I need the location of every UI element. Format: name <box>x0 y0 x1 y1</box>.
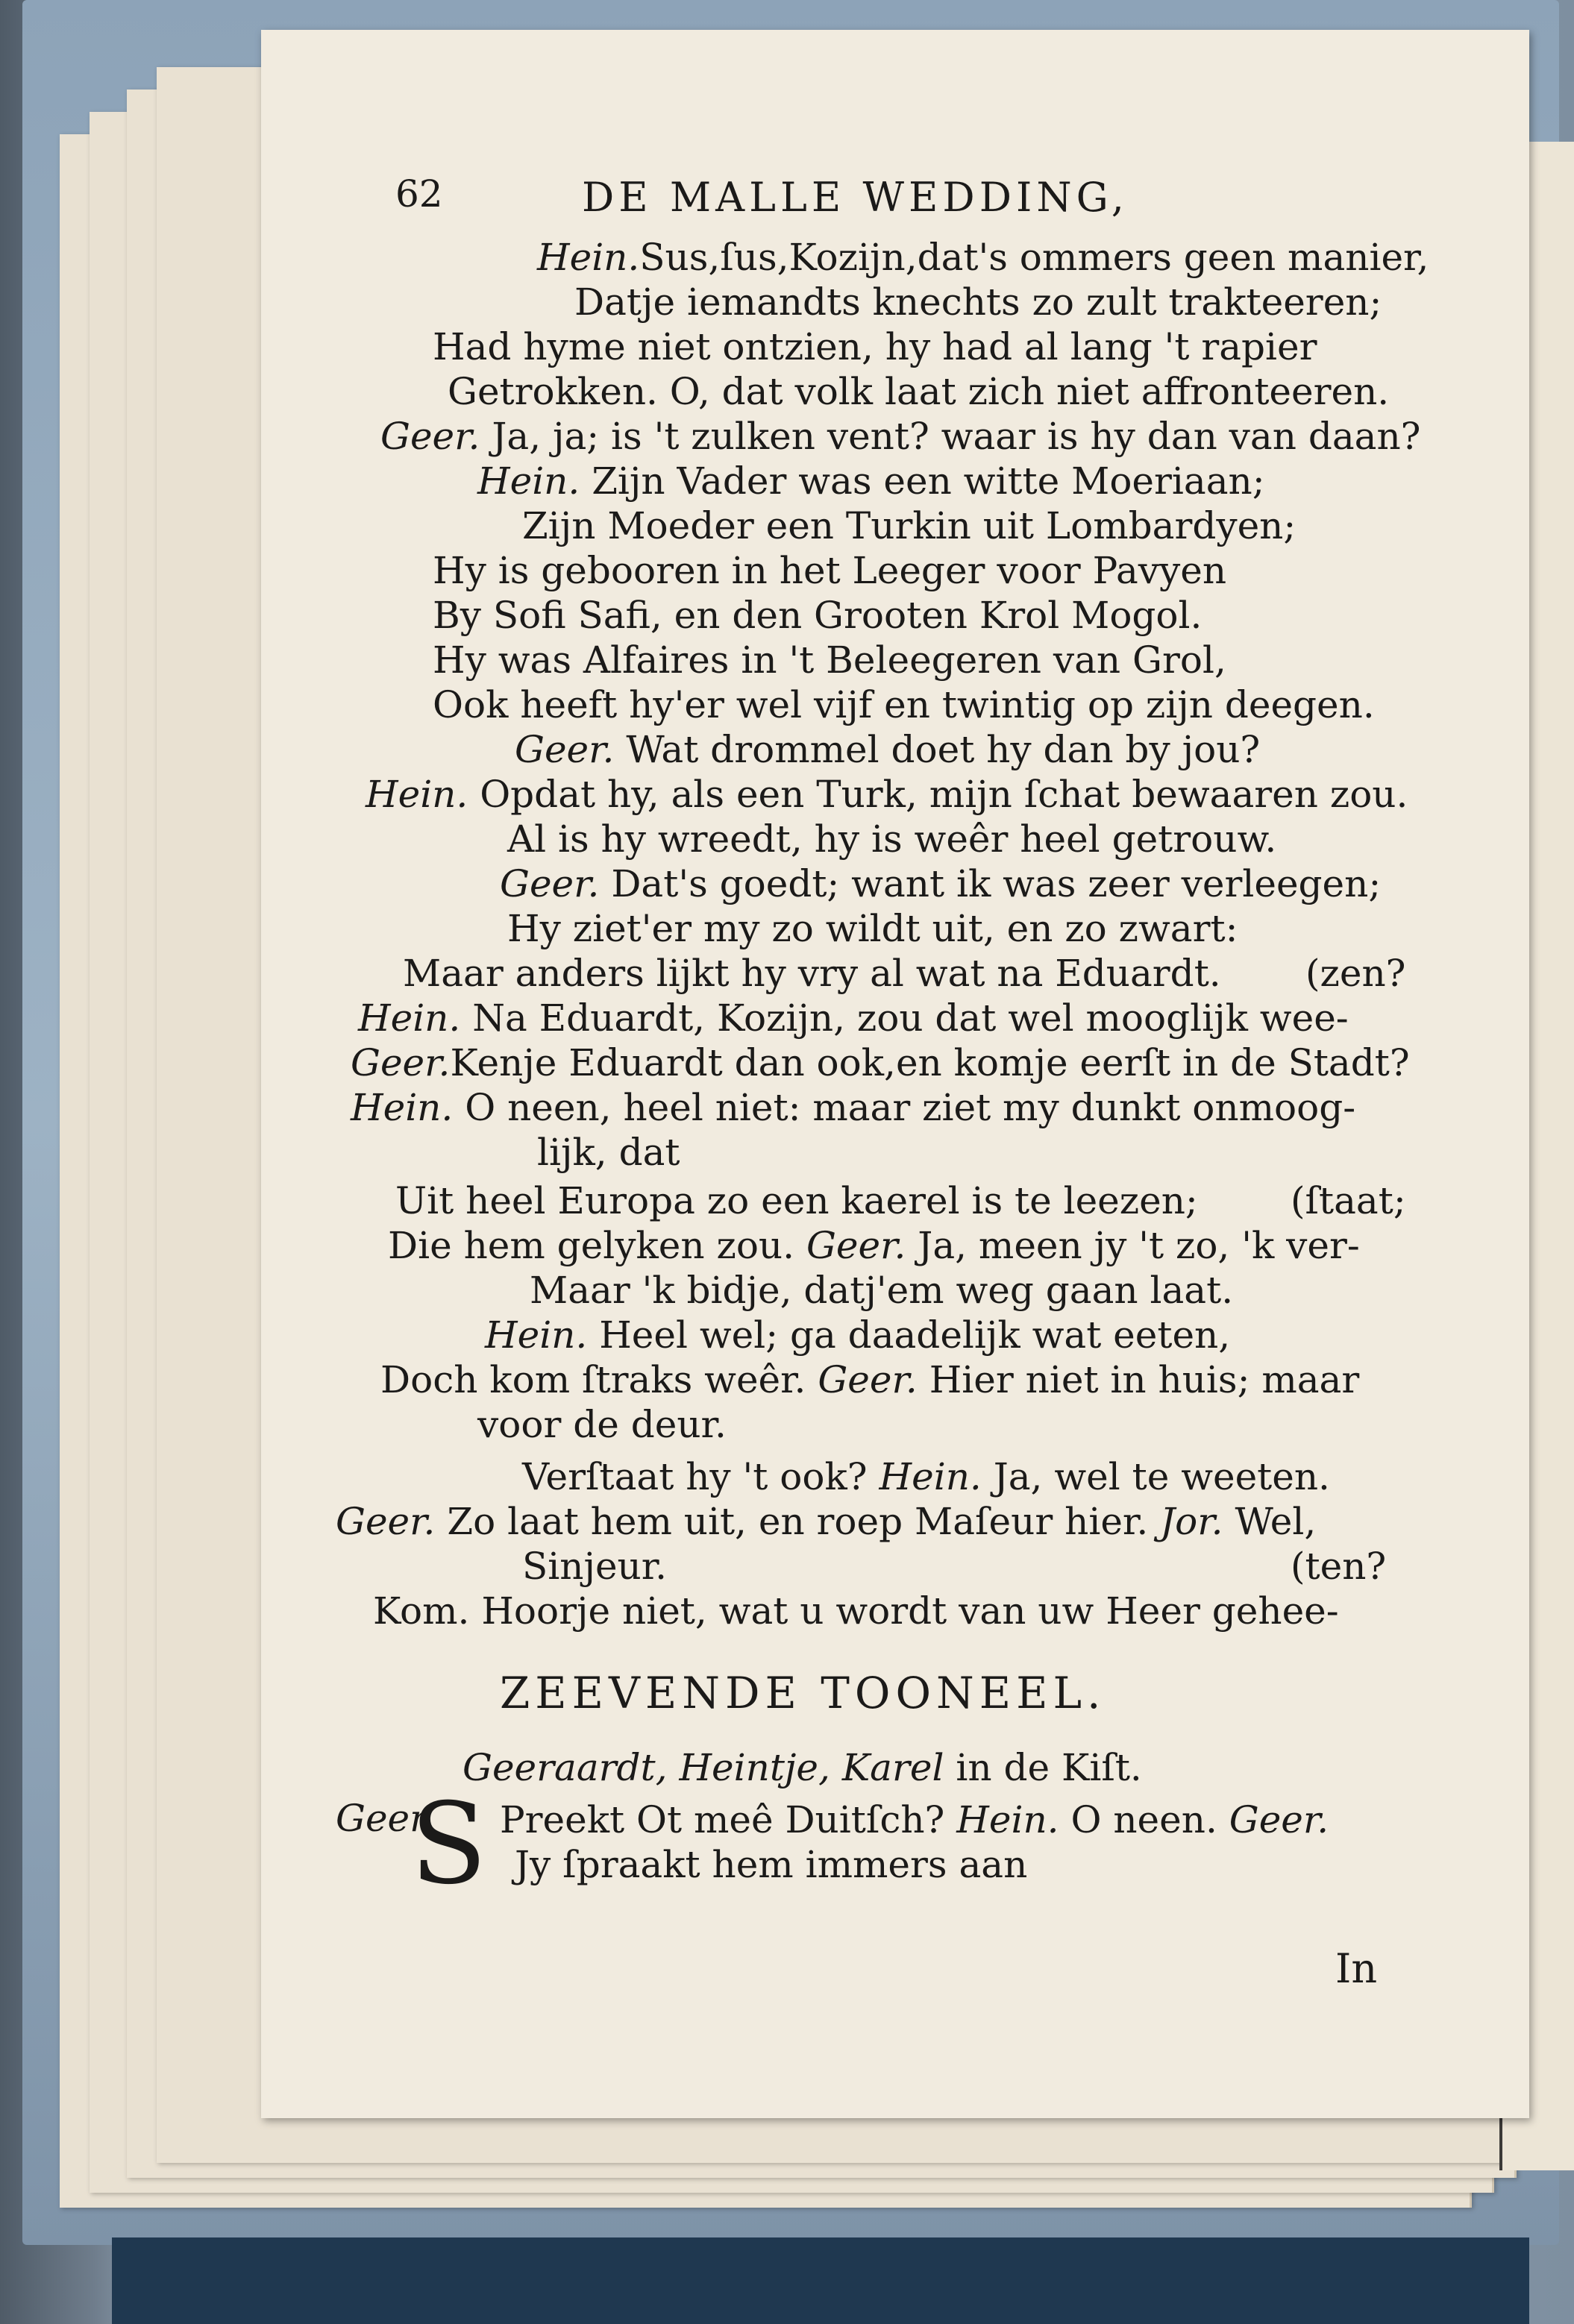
verse-line <box>380 414 1420 459</box>
line-text: Wat drommel doet hy dan by jou? <box>626 728 1261 771</box>
running-head: DE MALLE WEDDING, <box>582 174 1129 221</box>
dramatis-personae <box>463 1745 1142 1790</box>
speaker-label: Geer. <box>515 728 615 771</box>
verse-line: Had hyme niet ontzien, hy had al lang 't rapier <box>433 325 1317 368</box>
verse-line <box>477 459 1265 503</box>
turnover: (zen? <box>1305 952 1406 995</box>
line-text: Die hem gelyken zou. <box>388 1224 795 1267</box>
speaker-label: Geer. <box>380 415 480 458</box>
verse-line <box>380 1357 1359 1402</box>
verse-line: Ook heeft hy'er wel vijf en twintig op zijn deegen. <box>433 683 1375 726</box>
character-name: Heintje, <box>679 1746 830 1789</box>
verse-line: Maar 'k bidje, datj'em weg gaan laat. <box>530 1269 1234 1312</box>
verse-line: Datje iemandts knechts zo zult trakteeren; <box>574 280 1382 324</box>
verse-line <box>485 1313 1230 1357</box>
speaker-label: Hein. <box>956 1798 1059 1841</box>
verse-line: Hy ziet'er my zo wildt uit, en zo zwart: <box>507 907 1238 950</box>
verse-line: Uit heel Europa zo een kaerel is te leezen; <box>395 1179 1198 1222</box>
line-text: Ja, meen jy 't zo, 'k ver- <box>918 1224 1360 1267</box>
verse-line: Maar anders lijkt hy vry al wat na Eduardt. <box>403 952 1221 995</box>
verse-line <box>537 235 1429 280</box>
character-name: Karel <box>841 1746 944 1789</box>
speaker-label: Hein. <box>485 1313 588 1357</box>
speaker-label: Geer. <box>818 1358 918 1401</box>
line-text: Ja, wel te weeten. <box>993 1455 1330 1498</box>
verse-line: By Sofi Safi, en den Grooten Krol Mogol. <box>433 594 1203 637</box>
verse-line <box>500 1797 1329 1842</box>
speaker-label: Jor. <box>1160 1500 1223 1543</box>
verse-line: Hy is gebooren in het Leeger voor Pavyen <box>433 549 1227 592</box>
character-name: Geeraardt, <box>463 1746 668 1789</box>
line-text: Zijn Vader was een witte Moeriaan; <box>592 459 1265 503</box>
verse-line: Getrokken. O, dat volk laat zich niet affronteeren. <box>448 370 1390 413</box>
drop-capital: S <box>410 1780 487 1909</box>
verse-line <box>366 772 1408 817</box>
line-text: O neen. <box>1070 1798 1217 1841</box>
turnover: (ſtaat; <box>1291 1179 1406 1222</box>
line-text: Dat's goedt; want ik was zeer verleegen; <box>611 862 1382 905</box>
verse-line: voor de deur. <box>477 1403 727 1446</box>
line-text: Preekt Ot meê Duitſch? <box>500 1798 945 1841</box>
catchword: In <box>1335 1945 1378 1992</box>
page-number: 62 <box>395 172 443 216</box>
line-text: Wel, <box>1235 1500 1317 1543</box>
verse-line <box>500 861 1381 906</box>
verse-line: Sinjeur. <box>522 1545 668 1588</box>
speaker-label: Hein. <box>879 1455 982 1498</box>
verse-line: Jy ſpraakt hem immers aan <box>515 1843 1028 1886</box>
speaker-label: Hein. <box>366 773 468 816</box>
speaker-label: Geer. <box>500 862 600 905</box>
line-text: Doch kom ſtraks weêr. <box>380 1358 806 1401</box>
line-text: Sus,ſus,Kozijn,dat's ommers geen manier, <box>639 236 1429 279</box>
line-text: O neen, heel niet: maar ziet my dunkt onmoog- <box>465 1086 1356 1129</box>
speaker-label: Geer. <box>1229 1798 1329 1841</box>
verse-line <box>336 1499 1316 1544</box>
line-text: Verſtaat hy 't ook? <box>522 1455 868 1498</box>
verse-line: Zijn Moeder een Turkin uit Lombardyen; <box>522 504 1296 547</box>
speaker-label: Hein. <box>351 1086 454 1129</box>
speaker-label: Hein. <box>358 996 461 1040</box>
line-text: Hier niet in huis; maar <box>929 1358 1360 1401</box>
line-text: Zo laat hem uit, en roep Maſeur hier. <box>447 1500 1149 1543</box>
book-page <box>261 30 1529 2118</box>
verse-line: Kom. Hoorje niet, wat u wordt van uw Heer gehee- <box>373 1589 1339 1633</box>
line-text: Heel wel; ga daadelijk wat eeten, <box>599 1313 1231 1357</box>
speaker-label: Hein. <box>537 236 640 279</box>
verse-line <box>515 727 1260 772</box>
stage-location: in de Kiſt. <box>956 1746 1142 1789</box>
verse-line <box>351 1085 1355 1130</box>
line-text: Ja, ja; is 't zulken vent? waar is hy dan van daan? <box>492 415 1421 458</box>
turnover: (ten? <box>1291 1545 1387 1588</box>
speaker-label: Geer <box>336 1797 428 1840</box>
line-text: Kenje Eduardt dan ook,en komje eerſt in de Stadt? <box>450 1041 1410 1084</box>
line-text: Opdat hy, als een Turk, mijn ſchat bewaaren zou. <box>480 773 1408 816</box>
verse-line: lijk, dat <box>537 1131 680 1174</box>
book-spine <box>112 2237 1529 2324</box>
speaker-label: Geer. <box>351 1041 451 1084</box>
verse-line <box>351 1040 1410 1085</box>
scene-title: ZEEVENDE TOONEEL. <box>500 1668 1106 1718</box>
line-text: Na Eduardt, Kozijn, zou dat wel mooglijk wee- <box>472 996 1349 1040</box>
verse-line: Hy was Alfaires in 't Beleegeren van Grol, <box>433 638 1226 682</box>
verse-line <box>388 1223 1360 1268</box>
verse-line <box>522 1454 1330 1499</box>
speaker-label: Hein. <box>477 459 580 503</box>
speaker-label: Geer. <box>806 1224 906 1267</box>
verse-line <box>358 996 1349 1040</box>
speaker-label: Geer. <box>336 1500 436 1543</box>
verse-line: Al is hy wreedt, hy is weêr heel getrouw. <box>507 817 1277 861</box>
